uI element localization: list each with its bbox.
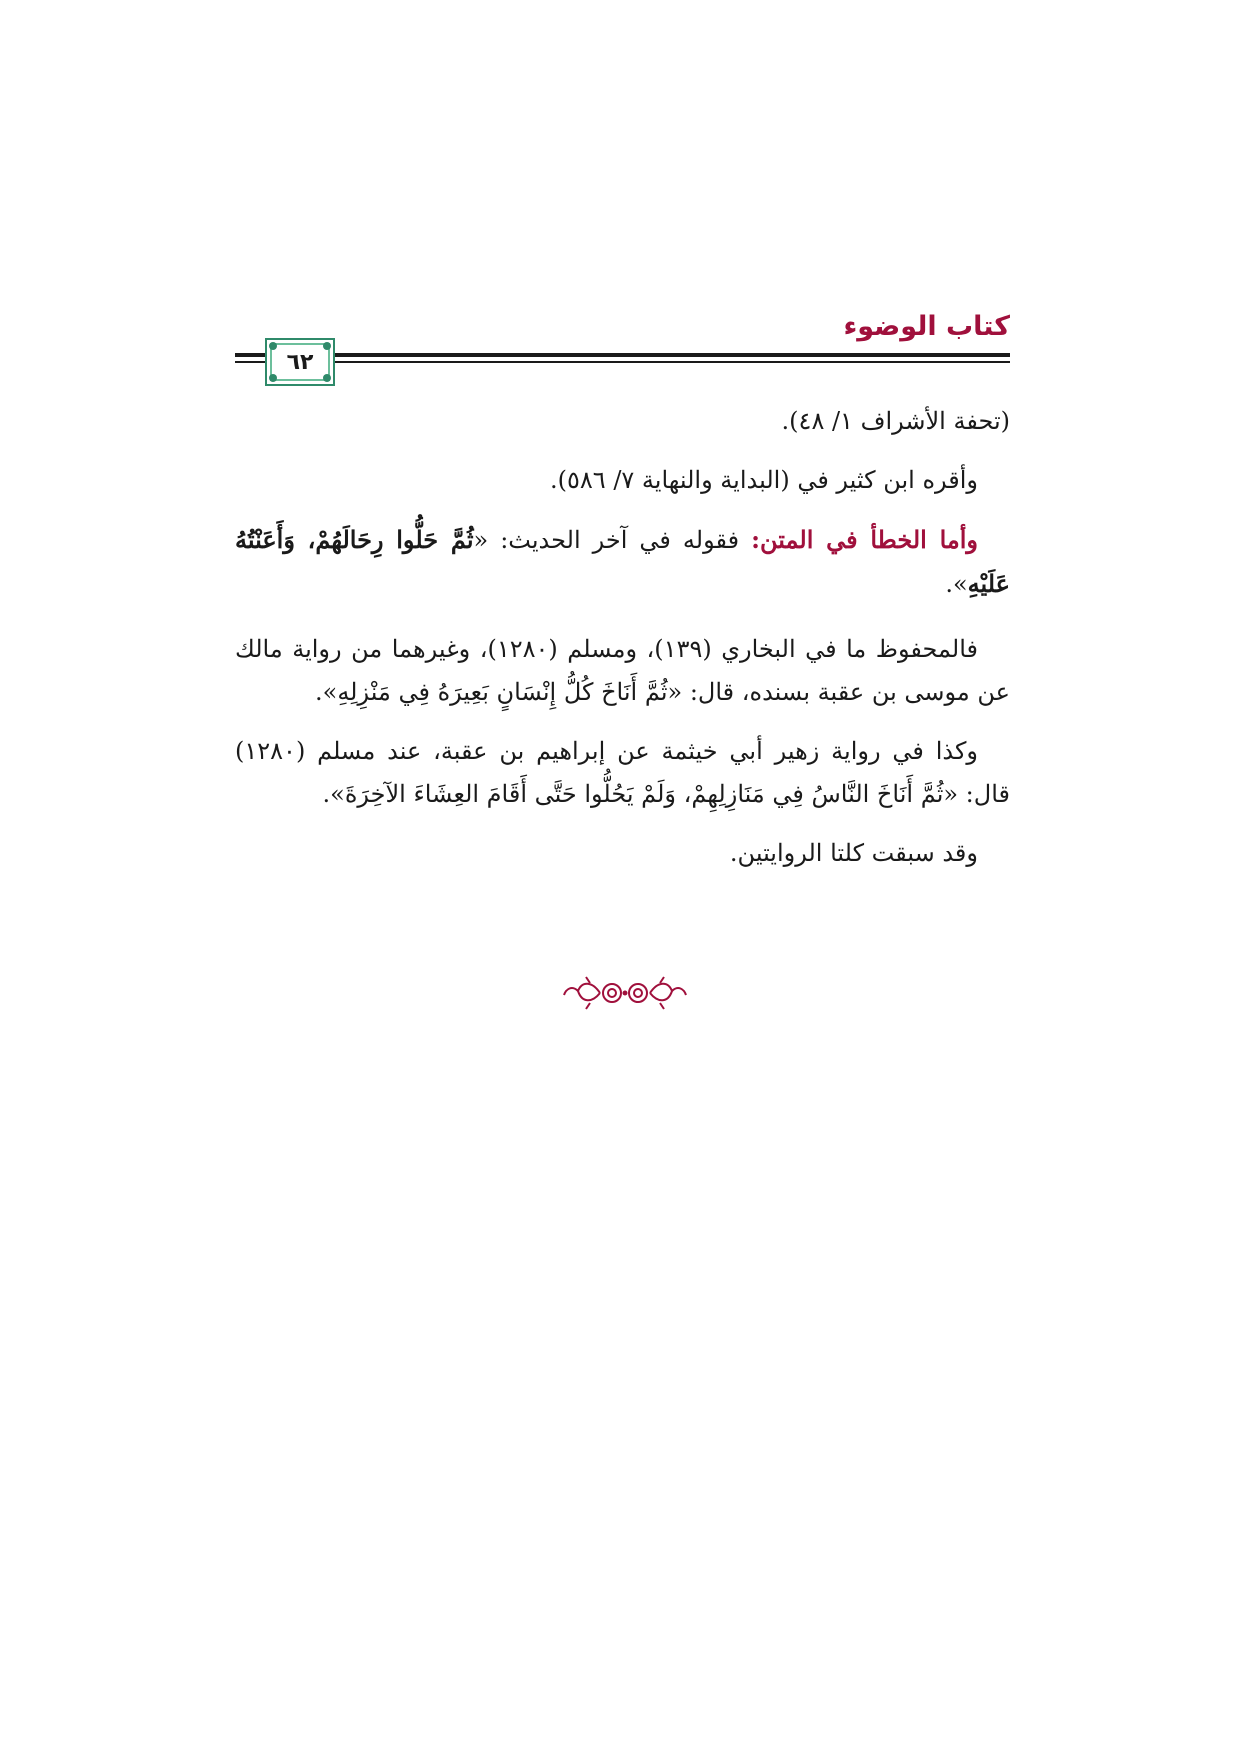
hadith-quote: ثُمَّ حَلُّوا رِحَالَهُمْ، وَأَعَنْتُهُ عَلَيْهِ bbox=[235, 525, 1010, 598]
paragraph-text: فقوله في آخر الحديث: « bbox=[473, 526, 752, 554]
floral-divider-icon bbox=[560, 973, 690, 1013]
paragraph-preserved: فالمحفوظ ما في البخاري (١٣٩)، ومسلم (١٢٨٠)، وغيرهما من رواية مالك عن موسى بن عقبة بسنده، قال: «ثُمَّ أَنَاخَ كُلُّ إِنْسَانٍ بَعِيرَهُ فِي مَنْزِلِهِ». bbox=[235, 635, 1010, 706]
page-header bbox=[235, 305, 1010, 390]
page-number-frame bbox=[265, 338, 335, 386]
frame-corner-icon bbox=[323, 374, 331, 382]
paragraph-ibn-kathir: وأقره ابن كثير في (البداية والنهاية ٧/ ٥٨٦). bbox=[550, 466, 978, 494]
frame-corner-icon bbox=[323, 342, 331, 350]
frame-corner-icon bbox=[269, 374, 277, 382]
paragraph-matn-error bbox=[235, 518, 1010, 606]
book-title: كتاب الوضوء bbox=[843, 311, 1010, 342]
header-rule-thick bbox=[235, 353, 1010, 357]
paragraph-zuhair: وكذا في رواية زهير أبي خيثمة عن إبراهيم بن عقبة، عند مسلم (١٢٨٠) قال: «ثُمَّ أَنَاخَ النَّاسُ فِي مَنَازِلِهِمْ، وَلَمْ يَحُلُّوا حَتَّى أَقَامَ العِشَاءَ الآخِرَةَ». bbox=[235, 737, 1010, 808]
page-number: ٦٢ bbox=[286, 349, 314, 375]
quote-end: ». bbox=[945, 570, 968, 598]
paragraph-conclusion: وقد سبقت كلتا الروايتين. bbox=[729, 839, 978, 867]
page-body bbox=[235, 400, 1010, 897]
header-rule-thin bbox=[235, 361, 1010, 363]
section-lead-label: وأما الخطأ في المتن: bbox=[751, 525, 978, 554]
frame-corner-icon bbox=[269, 342, 277, 350]
paragraph-citation: (تحفة الأشراف ١/ ٤٨). bbox=[781, 407, 1010, 435]
